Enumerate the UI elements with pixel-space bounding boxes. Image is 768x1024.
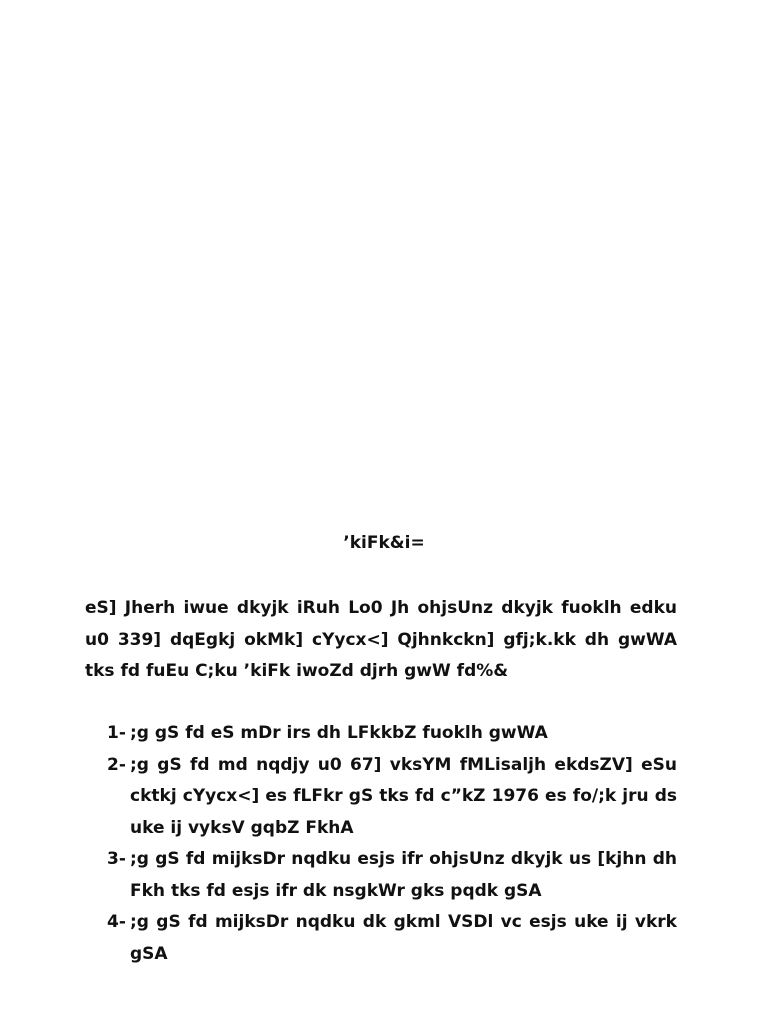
list-item-text: ;g gS fd md nqdjy u0 67] vksYM fMLisaljh ekdsZV] eSu cktkj cYycx<] es fLFkr gS tks fd c”kZ 1976 es fo/;k jru ds uke ij vyksV gqbZ FkhA xyxy=(130,754,677,838)
intro-paragraph: eS] Jherh iwue dkyjk iRuh Lo0 Jh ohjsUnz dkyjk fuoklh edku u0 339] dqEgkj okMk] cYycx<] Qjhnkckn] gfj;k.kk dh gwWA tks fd fuEu C;ku ’kiFk iwoZd djrh gwW fd%& xyxy=(85,598,677,681)
list-item xyxy=(85,907,677,970)
list-item-number: 1- xyxy=(107,723,126,743)
list-item-text: ;g gS fd mijksDr nqdku esjs ifr ohjsUnz dkyjk us [kjhn dh Fkh tks fd esjs ifr dk nsgkWr gks pqdk gSA xyxy=(130,849,677,901)
list-item-number: 2- xyxy=(107,754,126,775)
list-item-text: ;g gS fd mijksDr nqdku dk gkml VSDl vc esjs uke ij vkrk gSA xyxy=(130,912,677,964)
document-title: ’kiFk&i= xyxy=(343,533,425,553)
list-item-text: ;g gS fd eS mDr irs dh LFkkbZ fuoklh gwWA xyxy=(130,723,548,743)
list-item-number: 4- xyxy=(107,912,126,932)
list-item xyxy=(85,718,677,750)
list-item-number: 3- xyxy=(107,849,126,869)
statement-list xyxy=(85,718,677,970)
list-item xyxy=(85,844,677,907)
list-item xyxy=(85,750,677,845)
